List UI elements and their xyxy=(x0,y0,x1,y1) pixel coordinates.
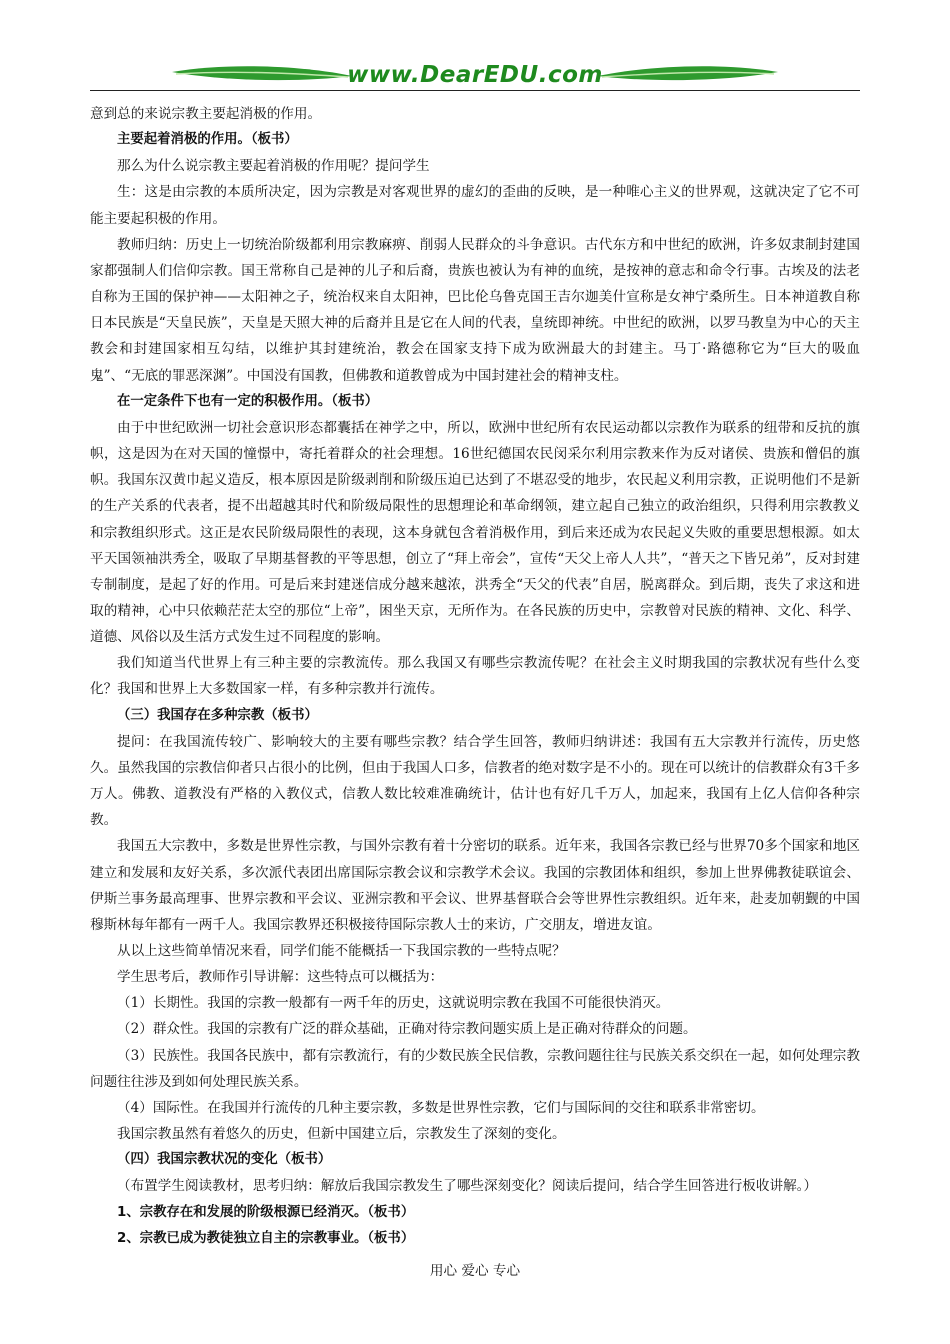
paragraph: 学生思考后，教师作引导讲解：这些特点可以概括为： xyxy=(117,969,444,986)
list-item: （2）群众性。我国的宗教有广泛的群众基础，正确对待宗教问题实质上是正确对待群众的问题。 xyxy=(117,1021,697,1038)
document-body xyxy=(90,101,860,1252)
paragraph: 提问：在我国流传较广、影响较大的主要有哪些宗教？结合学生回答，教师归纳讲述：我国有五大宗教并行流传，历史悠久。虽然我国的宗教信仰者只占很小的比例，但由于我国人口多，信教者的绝对数字是不小的。现在可以统计的信教群众有3千多万人。佛教、道教没有严格的入教仪式，信教人数比较难准确统计，估计也有好几千万人，加起来，我国有上亿人信仰各种宗教。 xyxy=(90,733,860,829)
paragraph: 生：这是由宗教的本质所决定，因为宗教是对客观世界的虚幻的歪曲的反映，是一种唯心主义的世界观，这就决定了它不可能主要起积极的作用。 xyxy=(90,184,860,227)
paragraph: 意到总的来说宗教主要起消极的作用。 xyxy=(90,106,322,122)
board-heading: 在一定条件下也有一定的积极作用。（板书） xyxy=(117,393,379,409)
board-heading: 主要起着消极的作用。（板书） xyxy=(117,132,298,148)
board-heading: 2、宗教已成为教徒独立自主的宗教事业。（板书） xyxy=(117,1230,415,1246)
site-header-logo xyxy=(90,58,860,94)
list-item: （1）长期性。我国的宗教一般都有一两千年的历史，这就说明宗教在我国不可能很快消灭。 xyxy=(117,995,670,1012)
paragraph: 我们知道当代世界上有三种主要的宗教流传。那么我国又有哪些宗教流传呢？在社会主义时期我国的宗教状况有些什么变化？我国和世界上大多数国家一样，有多种宗教并行流传。 xyxy=(90,655,860,698)
paragraph: （布置学生阅读教材，思考归纳：解放后我国宗教发生了哪些深刻变化？阅读后提问，结合学生回答进行板收讲解。） xyxy=(117,1178,818,1195)
paragraph: 从以上这些简单情况来看，同学们能不能概括一下我国宗教的一些特点呢？ xyxy=(117,943,566,959)
paragraph: 我国宗教虽然有着悠久的历史，但新中国建立后，宗教发生了深刻的变化。 xyxy=(117,1126,566,1143)
list-item: （3）民族性。我国各民族中，都有宗教流行，有的少数民族全民信教，宗教问题往往与民族关系交织在一起，如何处理宗教问题往往涉及到如何处理民族关系。 xyxy=(90,1047,860,1090)
section-heading: （三）我国存在多种宗教（板书） xyxy=(117,707,318,723)
site-logo-text: www.DearEDU.com xyxy=(347,62,603,88)
paragraph: 我国五大宗教中，多数是世界性宗教，与国外宗教有着十分密切的联系。近年来，我国各宗教已经与世界70多个国家和地区建立和发展和友好关系，多次派代表团出席国际宗教会议和宗教学术会议。我国的宗教团体和组织，参加上世界佛教徒联谊会、伊斯兰事务最高理事、世界宗教和平会议、亚洲宗教和平会议、世界基督联合会等世界性宗教组织。近年来，赴麦加朝觐的中国穆斯林每年都有一两千人。我国宗教界还积极接待国际宗教人士的来访，广交朋友，增进友谊。 xyxy=(90,838,860,933)
board-heading: 1、宗教存在和发展的阶级根源已经消灭。（板书） xyxy=(117,1204,415,1220)
list-item: （4）国际性。在我国并行流传的几种主要宗教，多数是世界性宗教，它们与国际间的交往和联系非常密切。 xyxy=(117,1099,765,1116)
section-heading: （四）我国宗教状况的变化（板书） xyxy=(117,1152,332,1168)
paragraph: 那么为什么说宗教主要起着消极的作用呢？提问学生 xyxy=(117,158,430,175)
paragraph: 教师归纳：历史上一切统治阶级都利用宗教麻痹、削弱人民群众的斗争意识。古代东方和中世纪的欧洲，许多奴隶制封建国家都强制人们信仰宗教。国王常称自己是神的儿子和后裔，贵族也被认为有神的血统，是按神的意志和命令行事。古埃及的法老自称为王国的保护神——太阳神之子，统治权来自太阳神，巴比伦乌鲁克国王吉尔迦美什宣称是女神宁桑所生。日本神道教自称日本民族是“天皇民族”，天皇是天照大神的后裔并且是它在人间的代表，皇统即神统。中世纪的欧洲，以罗马教皇为中心的天主教会和封建国家相互勾结，以维护其封建统治，教会在国家支持下成为欧洲最大的封建主。马丁·路德称它为“巨大的吸血鬼”、“无底的罪恶深渊”。中国没有国教，但佛教和道教曾成为中国封建社会的精神支柱。 xyxy=(90,236,860,384)
paragraph: 由于中世纪欧洲一切社会意识形态都囊括在神学之中，所以，欧洲中世纪所有农民运动都以宗教作为联系的纽带和反抗的旗帜，这是因为在对天国的憧憬中，寄托着群众的社会理想。16世纪德国农民闵采尔利用宗教来作为反对诸侯、贵族和僧侣的旗帜。我国东汉黄巾起义造反，根本原因是阶级剥削和阶级压迫已达到了不堪忍受的地步，农民起义利用宗教，正说明他们不是新的生产关系的代表者，提不出超越其时代和阶级局限性的思想理论和革命纲领，建立起自己独立的政治组织，只得利用宗教教义和宗教组织形式。这正是农民阶级局限性的表现，这本身就包含着消极作用，到后来还成为农民起义失败的重要思想根源。如太平天国领袖洪秀全，吸取了早期基督教的平等思想，创立了“拜上帝会”，宣传“天父上帝人人共”，“普天之下皆兄弟”，反对封建专制制度，是起了好的作用。可是后来封建迷信成分越来越浓，洪秀全“天父的代表”自居，脱离群众。到后期，丧失了求这和进取的精神，心中只依赖茫茫太空的那位“上帝”，困坐天京，无所作为。在各民族的历史中，宗教曾对民族的精神、文化、科学、道德、风俗以及生活方式发生过不同程度的影响。 xyxy=(90,419,860,646)
page-footer: 用心 爱心 专心 xyxy=(429,1263,521,1279)
header-divider xyxy=(90,90,860,91)
